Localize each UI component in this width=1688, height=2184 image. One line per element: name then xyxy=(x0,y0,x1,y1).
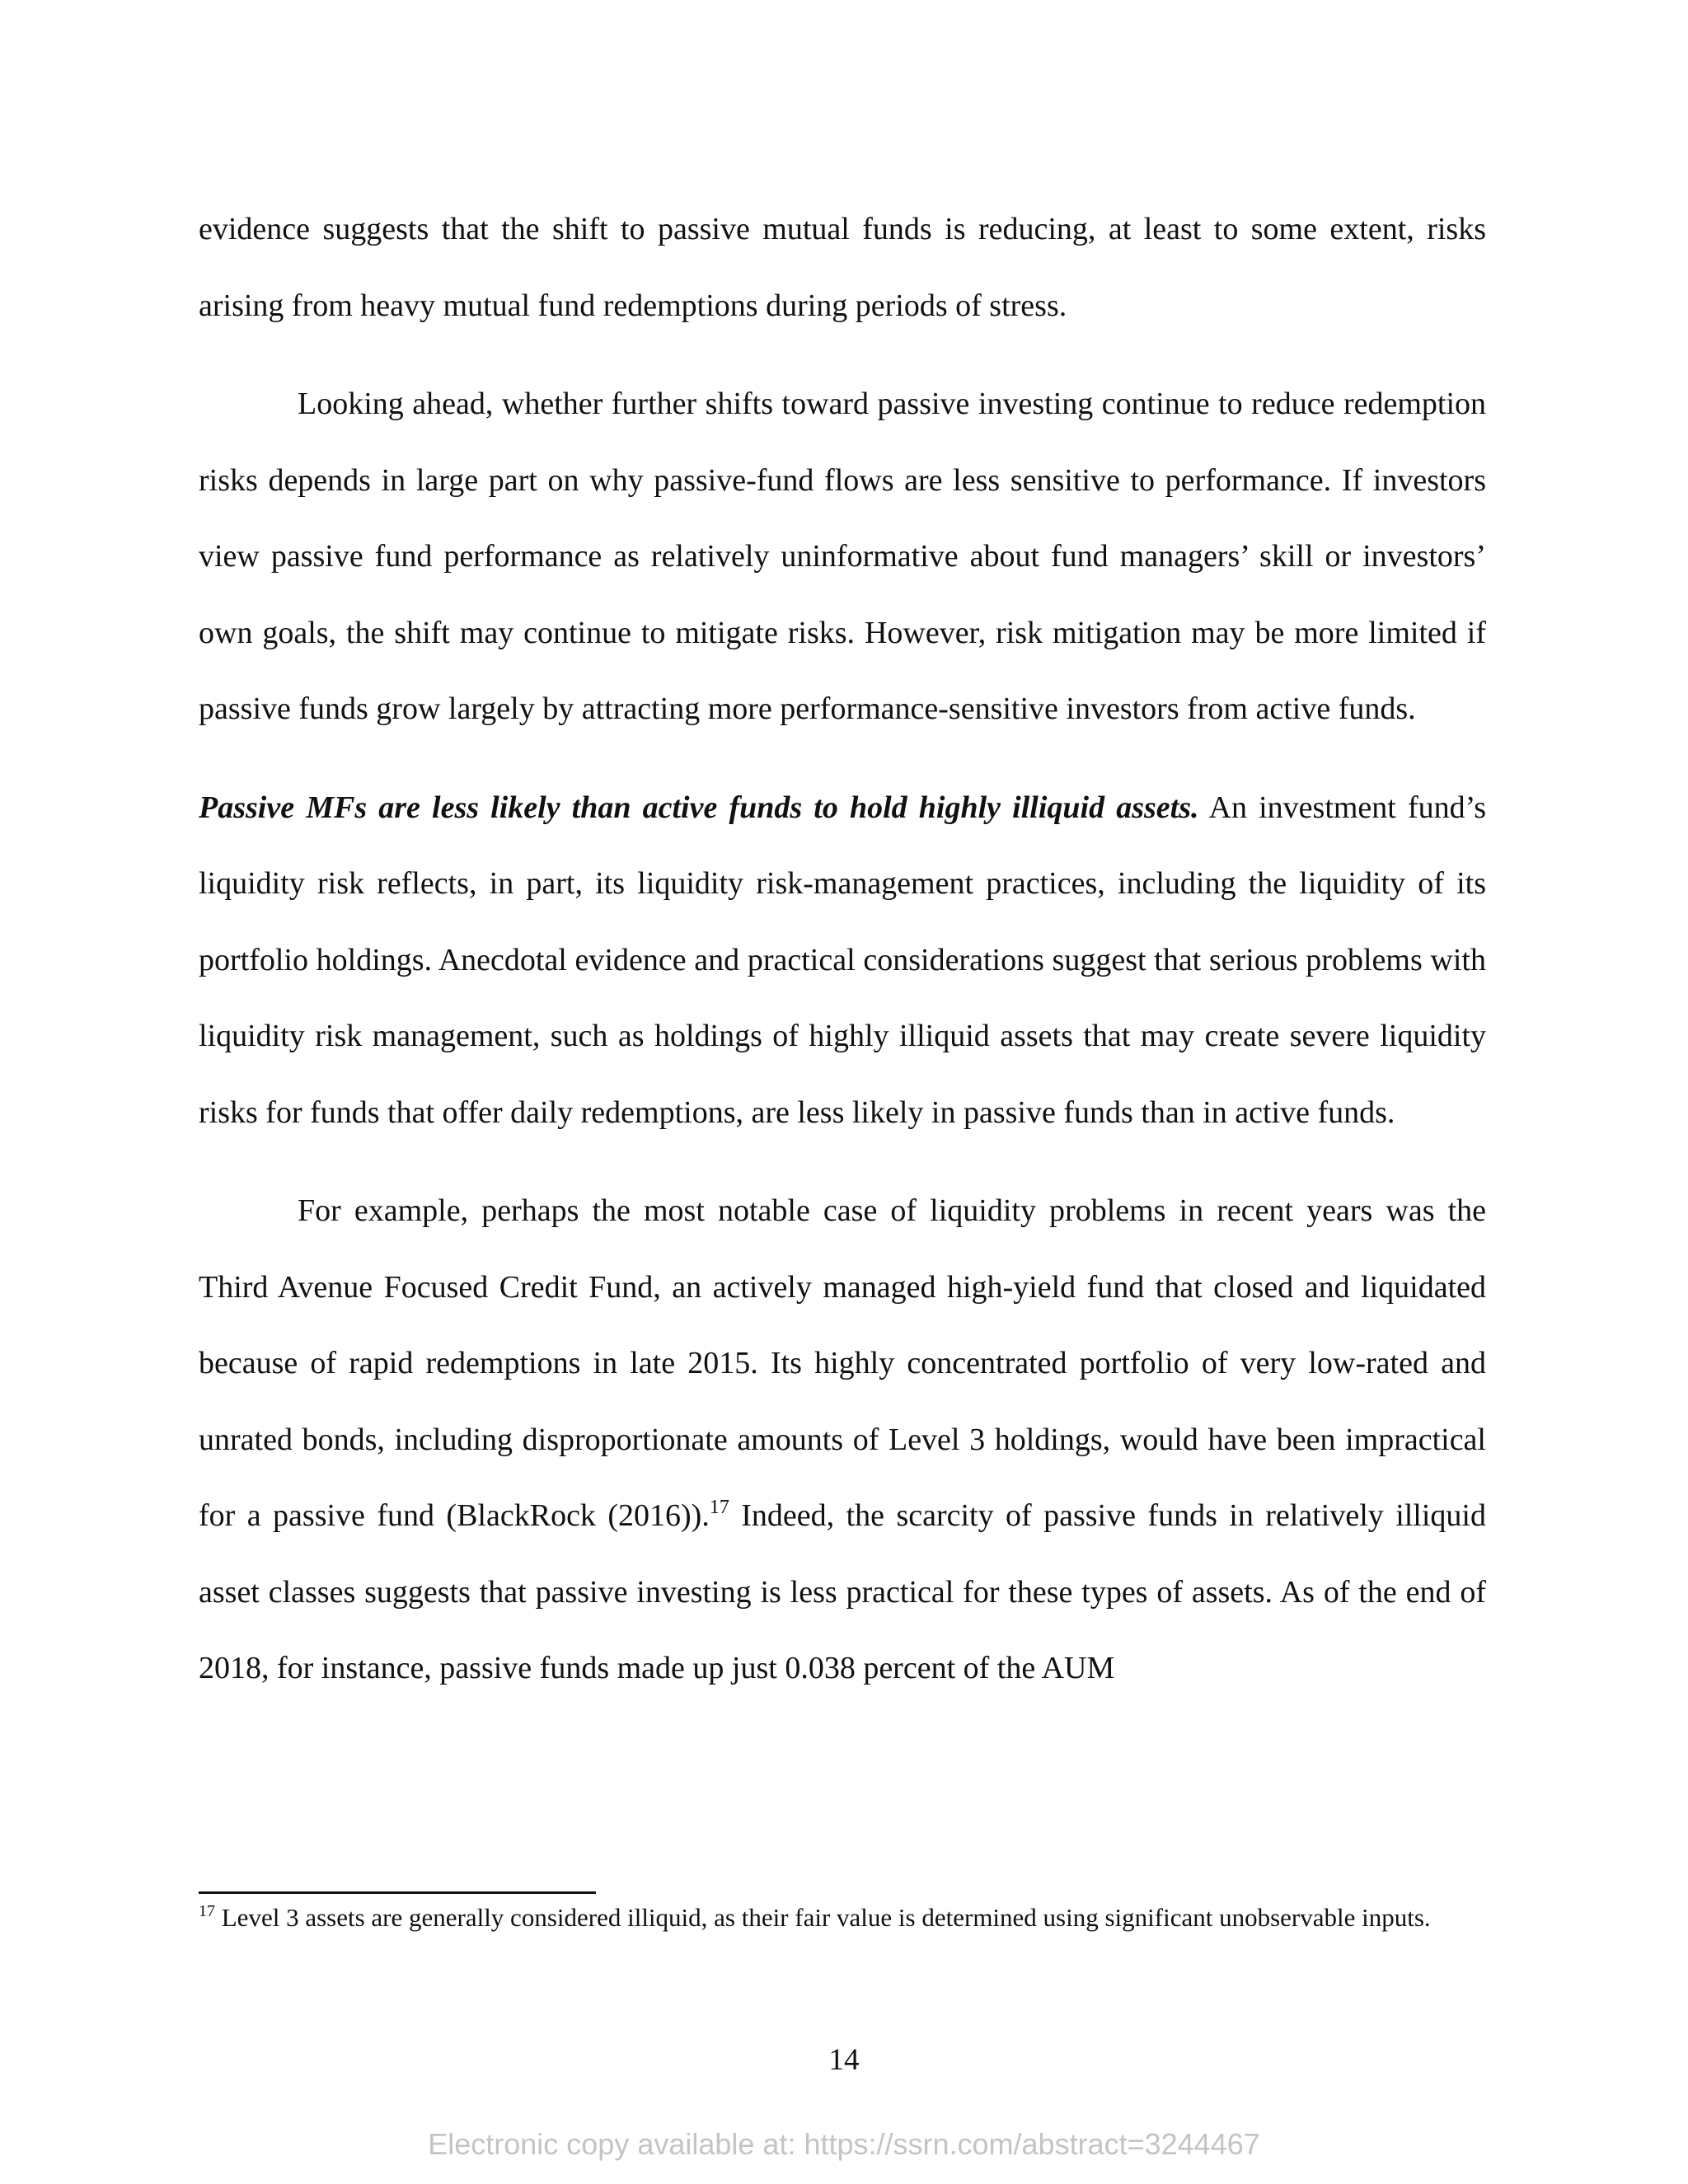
footnote-17 xyxy=(199,1902,1486,1933)
ssrn-availability-footer[interactable]: Electronic copy available at: https://ssrn.com/abstract=3244467 xyxy=(428,2127,1260,2161)
footnote-number: 17 xyxy=(199,1902,215,1920)
paragraph-4 xyxy=(199,1173,1486,1707)
paragraph-4-text-before-note: For example, perhaps the most notable case of liquidity problems in recent years was the Third Avenue Focused Credit Fund, an actively managed high-yield fund that closed and liquidated because of rapid redemptions in late 2015. Its highly concentrated portfolio of very low-rated and unrated bonds, including disproportionate amounts of Level 3 holdings, would have been impractical for a passive fund (BlackRock (2016)). xyxy=(199,1193,1486,1533)
paragraph-2 xyxy=(199,366,1486,748)
paragraph-4-text-after-note: Indeed, the scarcity of passive funds in relatively illiquid asset classes suggests that passive investing is less practical for these types of assets. As of the end of 2018, for instance, passive funds made up just 0.038 percent of the AUM xyxy=(199,1498,1486,1685)
section-lead-in-heading: Passive MFs are less likely than active funds to hold highly illiquid assets. xyxy=(199,790,1199,825)
paragraph-1-text: evidence suggests that the shift to passive mutual funds is reducing, at least to some extent, risks arising from heavy mutual fund redemptions during periods of stress. xyxy=(199,212,1486,323)
paragraph-3 xyxy=(199,770,1486,1151)
footnote-text: Level 3 assets are generally considered illiquid, as their fair value is determined using significant unobservable inputs. xyxy=(215,1903,1431,1932)
main-text xyxy=(199,191,1486,1707)
footnote-separator xyxy=(199,1891,596,1894)
footnote-reference-17[interactable]: 17 xyxy=(709,1497,729,1518)
paragraph-2-text: Looking ahead, whether further shifts toward passive investing continue to reduce redemption risks depends in large part on why passive-fund flows are less sensitive to performance. If investors view passive fund performance as relatively uninformative about fund managers’ skill or investors’ own goals, the shift may continue to mitigate risks. However, risk mitigation may be more limited if passive funds grow largely by attracting more performance-sensitive investors from active funds. xyxy=(199,387,1486,726)
paragraph-1 xyxy=(199,191,1486,344)
paragraph-3-text: An investment fund’s liquidity risk reflects, in part, its liquidity risk-management practices, including the liquidity of its portfolio holdings. Anecdotal evidence and practical considerations suggest that serious problems with liquidity risk management, such as holdings of highly illiquid assets that may create severe liquidity risks for funds that offer daily redemptions, are less likely in passive funds than in active funds. xyxy=(199,790,1486,1130)
page-number: 14 xyxy=(828,2043,860,2077)
